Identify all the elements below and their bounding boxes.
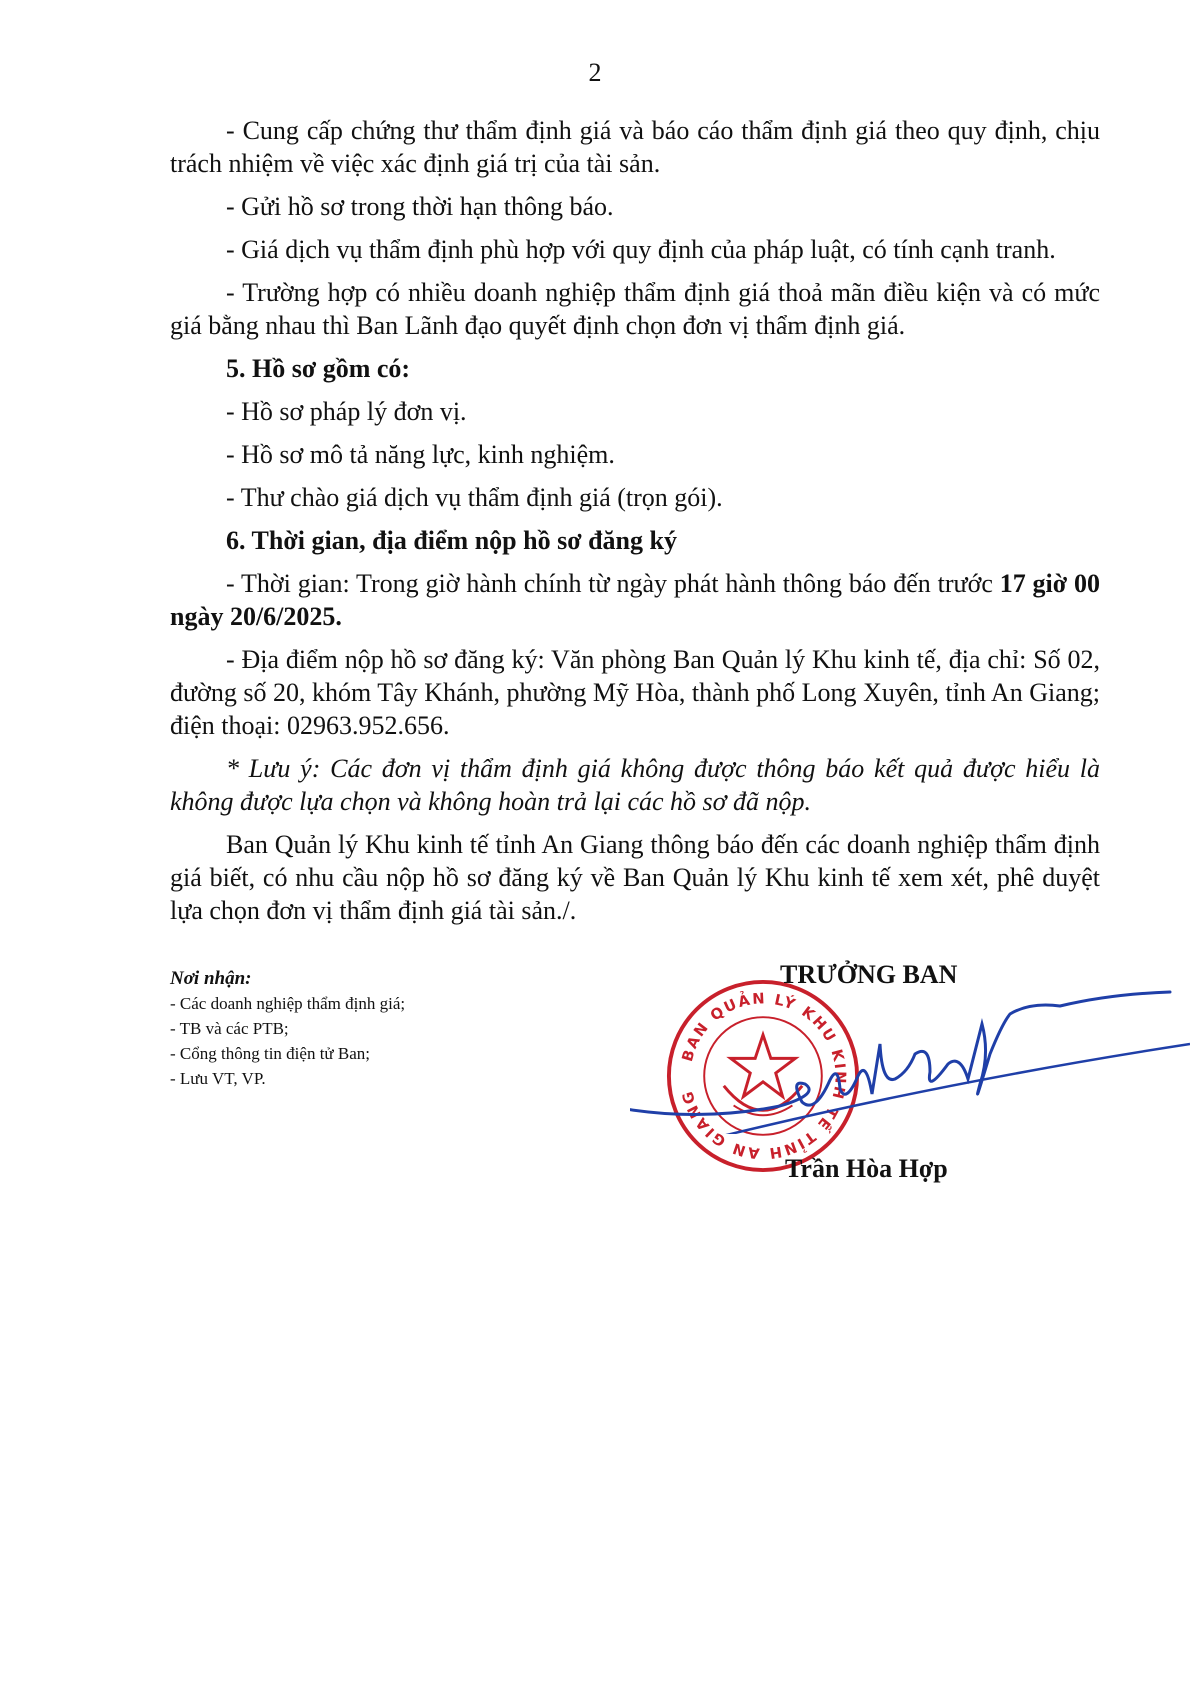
body-paragraph: [170, 567, 1100, 633]
note-paragraph: * Lưu ý: Các đơn vị thẩm định giá không được thông báo kết quả được hiểu là không được lựa chọn và không hoàn trả lại các hồ sơ đã nộp.: [170, 754, 1100, 816]
body-paragraph: - Trường hợp có nhiều doanh nghiệp thẩm định giá thoả mãn điều kiện và có mức giá bằng nhau thì Ban Lãnh đạo quyết định chọn đơn vị thẩm định giá.: [170, 278, 1100, 340]
section-heading: 5. Hồ sơ gồm có:: [226, 354, 411, 383]
section-heading: 6. Thời gian, địa điểm nộp hồ sơ đăng ký: [226, 526, 677, 555]
body-paragraph: - Hồ sơ pháp lý đơn vị.: [226, 397, 467, 426]
body-paragraph: - Giá dịch vụ thẩm định phù hợp với quy định của pháp luật, có tính cạnh tranh.: [226, 235, 1056, 264]
body-paragraph: Ban Quản lý Khu kinh tế tỉnh An Giang thông báo đến các doanh nghiệp thẩm định giá biết, có nhu cầu nộp hồ sơ đăng ký về Ban Quản lý Khu kinh tế xem xét, phê duyệt lựa chọn đơn vị thẩm định giá tài sản./.: [170, 830, 1100, 925]
recipient-item: - Lưu VT, VP.: [170, 1069, 266, 1088]
paragraph-text: - Thời gian: Trong giờ hành chính từ ngày phát hành thông báo đến trước: [226, 569, 1000, 598]
seal-text: BAN QUẢN LÝ KHU KINH TẾ TỈNH AN GIANG: [678, 990, 849, 1162]
recipient-item: - Cổng thông tin điện tử Ban;: [170, 1044, 370, 1063]
body-paragraph: - Địa điểm nộp hồ sơ đăng ký: Văn phòng Ban Quản lý Khu kinh tế, địa chỉ: Số 02, đường số 20, khóm Tây Khánh, phường Mỹ Hòa, thành phố Long Xuyên, tỉnh An Giang; điện thoại: 02963.952.656.: [170, 645, 1100, 740]
recipients-title: Nơi nhận:: [170, 968, 252, 989]
recipients-block: [170, 966, 570, 1091]
recipient-item: - TB và các PTB;: [170, 1019, 289, 1038]
recipient-item: - Các doanh nghiệp thẩm định giá;: [170, 994, 406, 1013]
body-paragraph: - Thư chào giá dịch vụ thẩm định giá (trọn gói).: [226, 483, 723, 512]
handwritten-signature-icon: [630, 984, 1190, 1134]
signer-name: Trần Hòa Hợp: [785, 1154, 948, 1183]
deadline-text: 17 giờ 00 ngày 20/6/2025.: [170, 569, 1100, 631]
signature-block: [630, 954, 1190, 1194]
body-paragraph: - Hồ sơ mô tả năng lực, kinh nghiệm.: [226, 440, 615, 469]
body-paragraph: - Cung cấp chứng thư thẩm định giá và báo cáo thẩm định giá theo quy định, chịu trách nhiệm về việc xác định giá trị của tài sản.: [170, 116, 1100, 178]
body-paragraph: - Gửi hồ sơ trong thời hạn thông báo.: [226, 192, 614, 221]
page-number: 2: [588, 58, 602, 87]
document-body: [170, 114, 1100, 937]
signer-title: TRƯỞNG BAN: [780, 960, 958, 989]
